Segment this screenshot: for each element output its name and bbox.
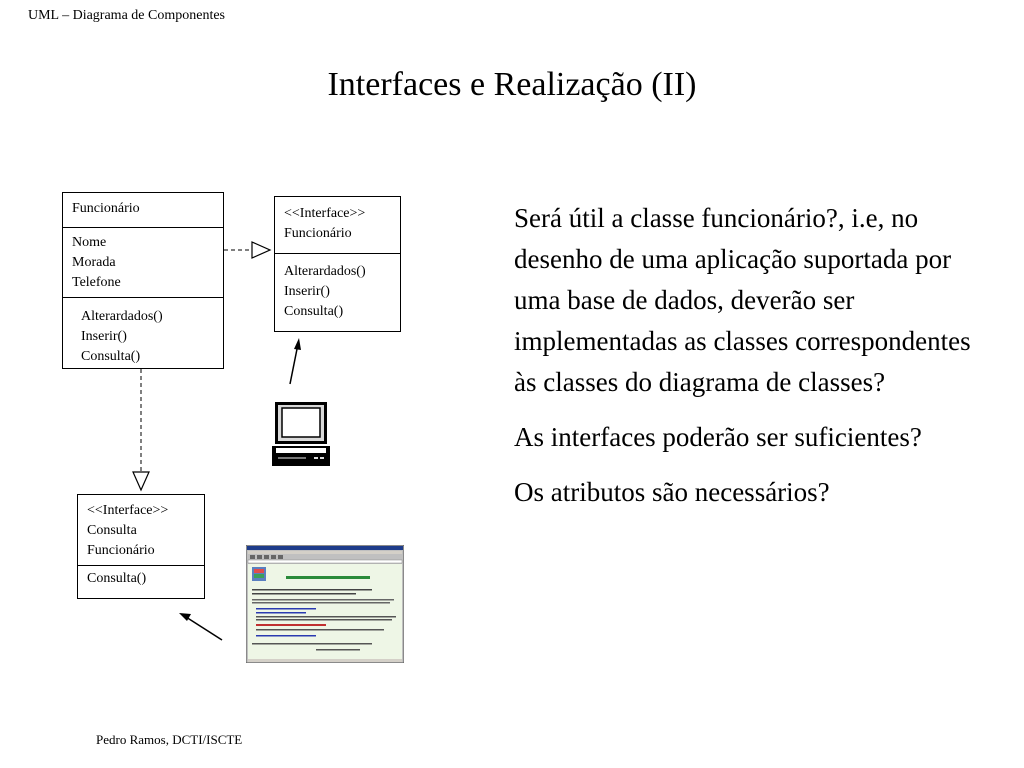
interface-operations-section	[78, 565, 204, 589]
bullet-item: As interfaces poderão ser suficientes?	[514, 422, 922, 452]
interface-name: Funcionário	[284, 226, 352, 241]
dependency-arrow-up	[290, 344, 298, 384]
class-funcionario-box	[62, 192, 224, 369]
bullet-list	[514, 198, 984, 527]
interface-operations-section	[275, 253, 400, 322]
class-name-section	[63, 193, 223, 227]
interface-operation: Alterardados()	[284, 264, 366, 279]
interface-name-section	[275, 197, 400, 253]
interface-stereotype: <<Interface>>	[87, 503, 169, 518]
interface-operation: Consulta()	[284, 304, 344, 319]
realization-arrowhead-right	[252, 242, 270, 258]
dependency-arrowhead-up	[294, 338, 301, 350]
browser-window-icon	[246, 545, 404, 663]
interface-name-section	[78, 495, 204, 565]
class-operation: Alterardados()	[81, 309, 163, 324]
class-attributes-section	[63, 227, 223, 297]
realization-arrowhead-down	[133, 472, 149, 490]
class-attribute: Telefone	[72, 275, 121, 290]
class-operation: Inserir()	[81, 329, 127, 344]
bullet-item: Será útil a classe funcionário?, i.e, no desenho de uma aplicação suportada por uma base de dados, deverão ser implementadas as classes correspondentes às classes do diagrama de classes?	[514, 203, 971, 397]
interface-name-line: Funcionário	[87, 543, 155, 558]
interface-name-line: Consulta	[87, 523, 137, 538]
slide-footer: Pedro Ramos, DCTI/ISCTE	[96, 732, 243, 747]
interface-funcionario-box	[274, 196, 401, 332]
class-operations-section	[63, 297, 223, 367]
interface-consulta-box	[77, 494, 205, 599]
class-name: Funcionário	[72, 201, 140, 216]
dependency-arrow-upleft	[186, 617, 222, 640]
interface-operation: Consulta()	[87, 571, 147, 586]
interface-stereotype: <<Interface>>	[284, 206, 366, 221]
class-operation: Consulta()	[81, 349, 141, 364]
slide-title: Interfaces e Realização (II)	[327, 66, 697, 103]
computer-icon	[272, 400, 330, 466]
slide-header: UML – Diagrama de Componentes	[28, 8, 225, 23]
class-attribute: Nome	[72, 235, 107, 250]
bullet-item: Os atributos são necessários?	[514, 477, 830, 507]
interface-operation: Inserir()	[284, 284, 330, 299]
class-attribute: Morada	[72, 255, 116, 270]
